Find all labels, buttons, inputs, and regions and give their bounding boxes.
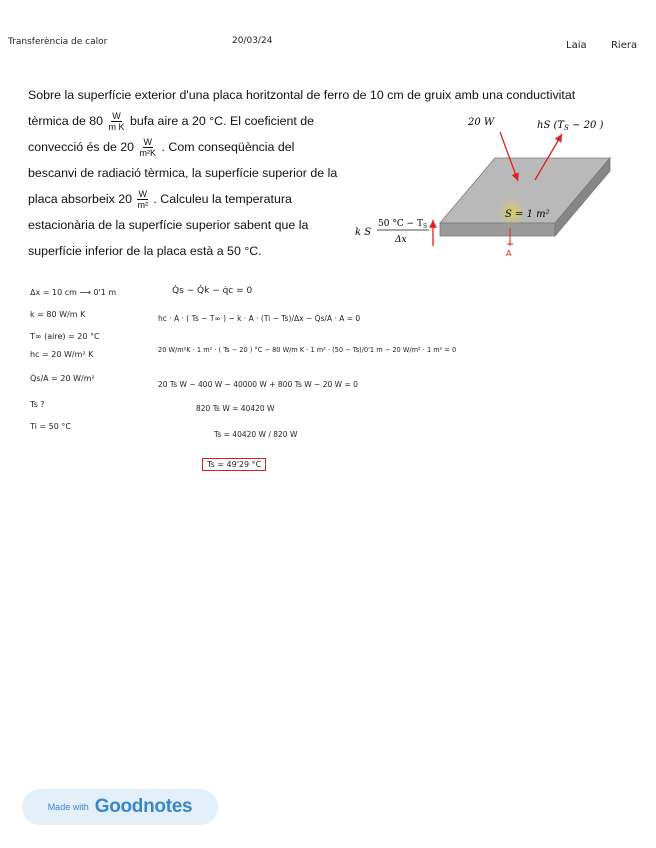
badge-goodnotes-logo: Goodnotes xyxy=(94,796,193,817)
conduction-denominator-label: Δx xyxy=(395,235,407,245)
conduction-numerator-sub: S xyxy=(422,223,428,230)
given-conductivity: k = 80 W/m K xyxy=(30,310,86,319)
given-unknown-surface-temperature: Ts ? xyxy=(30,400,45,409)
problem-line-4: bescanvi de radiació tèrmica, la superfície superior de la xyxy=(28,166,338,180)
convection-units xyxy=(140,137,157,158)
energy-balance: Q̇s − Q̇k − q̇c = 0 xyxy=(172,286,253,296)
equation-step-5: Ts = 40420 W / 820 W xyxy=(214,430,298,439)
units-denominator: m² xyxy=(137,200,148,211)
units-numerator: W xyxy=(112,111,121,122)
problem-line-6: estacionària de la superfície superior sabent que la xyxy=(28,218,309,232)
header-first-name: Laia xyxy=(566,40,587,51)
given-inner-temperature: Ti = 50 °C xyxy=(30,422,71,431)
given-convection-coefficient: hc = 20 W/m² K xyxy=(30,350,94,359)
point-a-label: A xyxy=(506,249,512,258)
units-numerator: W xyxy=(138,189,147,200)
equation-step-3: 20 Ts W − 400 W − 40000 W + 800 Ts W − 20 W = 0 xyxy=(158,380,358,389)
plate-front-face xyxy=(440,223,555,236)
radiation-units xyxy=(137,189,148,210)
convection-label-main: hS (T xyxy=(537,120,565,131)
units-numerator: W xyxy=(143,137,153,148)
conduction-numerator-main: 50 °C − T xyxy=(378,219,423,229)
conductivity-units xyxy=(109,111,125,132)
header-date: 20/03/24 xyxy=(232,36,273,46)
conduction-numerator-label xyxy=(378,219,427,230)
area-label: S = 1 m² xyxy=(505,209,550,220)
goodnotes-badge xyxy=(22,789,218,825)
convection-label-end: − 20 ) xyxy=(568,120,604,131)
radiation-label: 20 W xyxy=(468,117,495,128)
header-last-name: Riera xyxy=(610,40,638,51)
problem-line-7: superfície inferior de la placa està a 50 °C. xyxy=(28,244,262,258)
given-air-temperature: T∞ (aire) = 20 °C xyxy=(30,332,100,341)
header-subject: Transferència de calor xyxy=(8,37,108,47)
equation-step-4: 820 Ts W = 40420 W xyxy=(196,404,275,413)
convection-label-sub: S xyxy=(564,124,569,132)
problem-line-5-pre: placa absorbeix 20 xyxy=(28,192,133,206)
given-thickness: Δx = 10 cm ⟶ 0'1 m xyxy=(30,288,117,297)
badge-made-with: Made with xyxy=(47,802,89,812)
header-name xyxy=(566,40,637,51)
given-radiation-flux: Q̇s/A = 20 W/m² xyxy=(30,374,95,383)
convection-label xyxy=(537,120,603,132)
equation-step-2: 20 W/m²K · 1 m² · ( Ts − 20 ) °C − 80 W/m K · 1 m² · (50 − Ts)/0'1 m − 20 W/m² · 1 m² = 0 xyxy=(158,346,457,354)
conduction-prefix-label: k S xyxy=(355,227,372,238)
problem-line-2-pre: tèrmica de 80 xyxy=(28,114,104,128)
problem-line-2-post: bufa aire a 20 °C. El coeficient de xyxy=(130,114,315,128)
final-answer: Ts = 49'29 °C xyxy=(202,458,266,471)
units-denominator: m K xyxy=(108,122,125,133)
problem-line-3-post: . Com conseqüència del xyxy=(161,140,295,154)
problem-line-1: Sobre la superfície exterior d'una placa horitzontal de ferro de 10 cm de gruix amb una conductivitat xyxy=(28,88,576,102)
problem-line-5-post: . Calculeu la temperatura xyxy=(153,192,292,206)
equation-step-1: hc · A · ( Ts − T∞ ) − k · A · (Ti − Ts)/Δx − Q̇s/A · A = 0 xyxy=(158,314,361,323)
plate-diagram xyxy=(355,108,625,268)
problem-line-3-pre: convecció és de 20 xyxy=(28,140,135,154)
units-denominator: m²K xyxy=(139,148,157,159)
givens-list xyxy=(30,286,116,433)
